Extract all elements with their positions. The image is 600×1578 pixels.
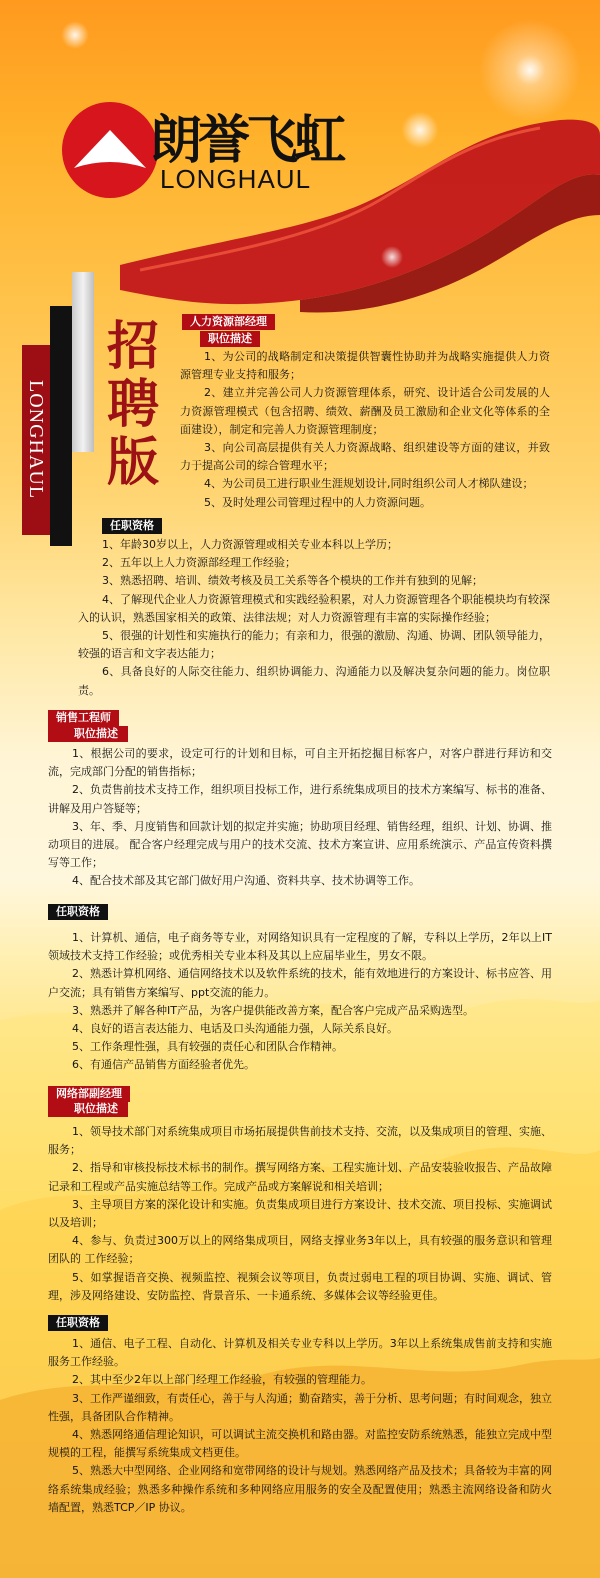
list-item: 4、配合技术部及其它部门做好用户沟通、资料共享、技术协调等工作。 <box>72 874 420 888</box>
list-item: 1、为公司的战略制定和决策提供智囊性协助并为战略实施提供人力资源管理专业支持和服务； <box>180 350 550 382</box>
vertical-brand-text: LONGHAUL <box>25 380 47 500</box>
req-title-hr: 任职资格 <box>102 518 162 534</box>
list-item: 2、熟悉计算机网络、通信网络技术以及软件系统的技术，能有效地进行的方案设计、标书应答、用户交流；具有销售方案编写、ppt交流的能力。 <box>48 967 552 999</box>
decor-gray-bar <box>72 272 94 452</box>
list-item: 5、工作条理性强，具有较强的责任心和团队合作精神。 <box>72 1040 343 1054</box>
list-item: 6、具备良好的人际交往能力、组织协调能力、沟通能力以及解决复杂问题的能力。岗位职责。 <box>78 665 550 697</box>
network-duties <box>48 1123 552 1305</box>
list-item: 3、熟悉招聘、培训、绩效考核及员工关系等各个模块的工作并有独到的见解； <box>102 574 483 588</box>
sales-requirements <box>48 929 552 1075</box>
desc-title-network: 职位描述 <box>48 1101 128 1117</box>
list-item: 4、良好的语言表达能力、电话及口头沟通能力强，人际关系良好。 <box>72 1022 398 1036</box>
desc-title-sales: 职位描述 <box>48 726 128 742</box>
list-item: 4、为公司员工进行职业生涯规划设计,同时组织公司人才梯队建设； <box>204 477 534 491</box>
list-item: 1、根据公司的要求，设定可行的计划和目标，可自主开拓挖掘目标客户，对客户群进行拜访和交流，完成部门分配的销售指标； <box>48 747 552 779</box>
list-item: 1、计算机、通信，电子商务等专业，对网络知识具有一定程度的了解，专科以上学历，2年以上IT领域技术支持工作经验；或优秀相关专业本科及其以上应届毕业生，男女不限。 <box>48 931 552 963</box>
list-item: 2、指导和审核投标技术标书的制作。撰写网络方案、工程实施计划、产品安装验收报告、产品故障记录和工程或产品实施总结等工作。完成产品或方案解说和相关培训； <box>48 1161 552 1193</box>
list-item: 4、了解现代企业人力资源管理模式和实践经验积累，对人力资源管理各个职能模块均有较深入的认识，熟悉国家相关的政策、法律法规；对人力资源管理有丰富的实际操作经验； <box>78 592 550 624</box>
headline-char: 版 <box>106 432 159 493</box>
list-item: 3、熟悉并了解各种IT产品，为客户提供能改善方案，配合客户完成产品采购选型。 <box>72 1003 474 1017</box>
list-item: 3、年、季、月度销售和回款计划的拟定并实施；协助项目经理、销售经理，组织、计划、协调、推动项目的进展。 配合客户经理完成与用户的技术交流、技术方案宣讲、应用系统演示、产品宣传资料撰写等工作； <box>48 819 552 870</box>
logo-mark-icon <box>60 100 160 200</box>
list-item: 1、年龄30岁以上，人力资源管理或相关专业本科以上学历； <box>102 538 398 551</box>
list-item: 5、熟悉大中型网络、企业网络和宽带网络的设计与规划。熟悉网络产品及技术；具备较为丰富的网络系统集成经验；熟悉多种操作系统和多种网络应用服务的安全及配置使用；熟悉主流网络设备和防火墙配置，熟悉TCP／IP 协议。 <box>48 1464 552 1514</box>
light-flare <box>400 110 440 150</box>
job-title-network: 网络部副经理 <box>48 1086 130 1102</box>
light-flare <box>60 20 90 50</box>
list-item: 1、通信、电子工程、自动化、计算机及相关专业专科以上学历。3年以上系统集成售前支持和实施服务工作经验。 <box>48 1337 552 1369</box>
list-item: 4、熟悉网络通信理论知识，可以调试主流交换机和路由器。对监控安防系统熟悉，能独立完成中型规模的工程，能撰写系统集成文档更佳。 <box>48 1428 552 1460</box>
list-item: 2、其中至少2年以上部门经理工作经验，有较强的管理能力。 <box>72 1373 372 1387</box>
list-item: 5、很强的计划性和实施执行的能力；有亲和力，很强的激励、沟通、协调、团队领导能力，较强的语言和文字表达能力； <box>78 629 550 661</box>
list-item: 2、五年以上人力资源部经理工作经验； <box>102 556 296 570</box>
list-item: 2、负责售前技术支持工作，组织项目投标工作，进行系统集成项目的技术方案编写、标书的准备、讲解及用户答疑等； <box>48 783 552 815</box>
hr-requirements <box>78 536 550 700</box>
req-title-network: 任职资格 <box>48 1315 108 1331</box>
req-title-sales: 任职资格 <box>48 904 108 920</box>
list-item: 3、主导项目方案的深化设计和实施。负责集成项目进行方案设计、技术交流、项目投标、实施调试以及培训； <box>48 1197 552 1230</box>
light-flare <box>380 245 404 269</box>
list-item: 5、及时处理公司管理过程中的人力资源问题。 <box>204 495 431 509</box>
job-title-sales: 销售工程师 <box>48 710 119 726</box>
list-item: 5、如掌握语音交换、视频监控、视频会议等项目，负责过弱电工程的项目协调、实施、调试、管理，涉及网络建设、安防监控、背景音乐、一卡通系统、多媒体会议等经验更佳。 <box>48 1270 552 1302</box>
list-item: 2、建立并完善公司人力资源管理体系，研究、设计适合公司发展的人力资源管理模式（包含招聘、绩效、薪酬及员工激励和企业文化等体系的全面建设），制定和完善人力资源管理制度； <box>180 386 550 436</box>
network-requirements <box>48 1335 552 1517</box>
desc-title-hr: 职位描述 <box>200 331 260 347</box>
job-title-hr: 人力资源部经理 <box>182 314 275 330</box>
hr-duties <box>180 348 550 512</box>
logo-chinese-name: 朗誉飞虹 <box>150 111 343 171</box>
list-item: 3、向公司高层提供有关人力资源战略、组织建设等方面的建议，并致力于提高公司的综合管理水平； <box>180 441 550 473</box>
list-item: 4、参与、负责过300万以上的网络集成项目，网络支撑业务3年以上，具有较强的服务意识和管理团队的 工作经验； <box>48 1234 552 1266</box>
light-flare <box>470 10 590 130</box>
headline-char: 招 <box>106 316 159 377</box>
headline-recruitment <box>100 318 166 492</box>
decor-black-bar <box>50 306 72 546</box>
sales-duties <box>48 745 552 891</box>
list-item: 6、有通信产品销售方面经验者优先。 <box>72 1058 255 1072</box>
list-item: 3、工作严谨细致，有责任心，善于与人沟通；勤奋踏实，善于分析、思考问题；有时间观念，独立性强，具备团队合作精神。 <box>48 1391 552 1423</box>
list-item: 1、领导技术部门对系统集成项目市场拓展提供售前技术支持、交流，以及集成项目的管理、实施、服务； <box>48 1125 552 1157</box>
logo-english-name: LONGHAUL <box>160 164 312 194</box>
headline-char: 聘 <box>106 374 159 435</box>
